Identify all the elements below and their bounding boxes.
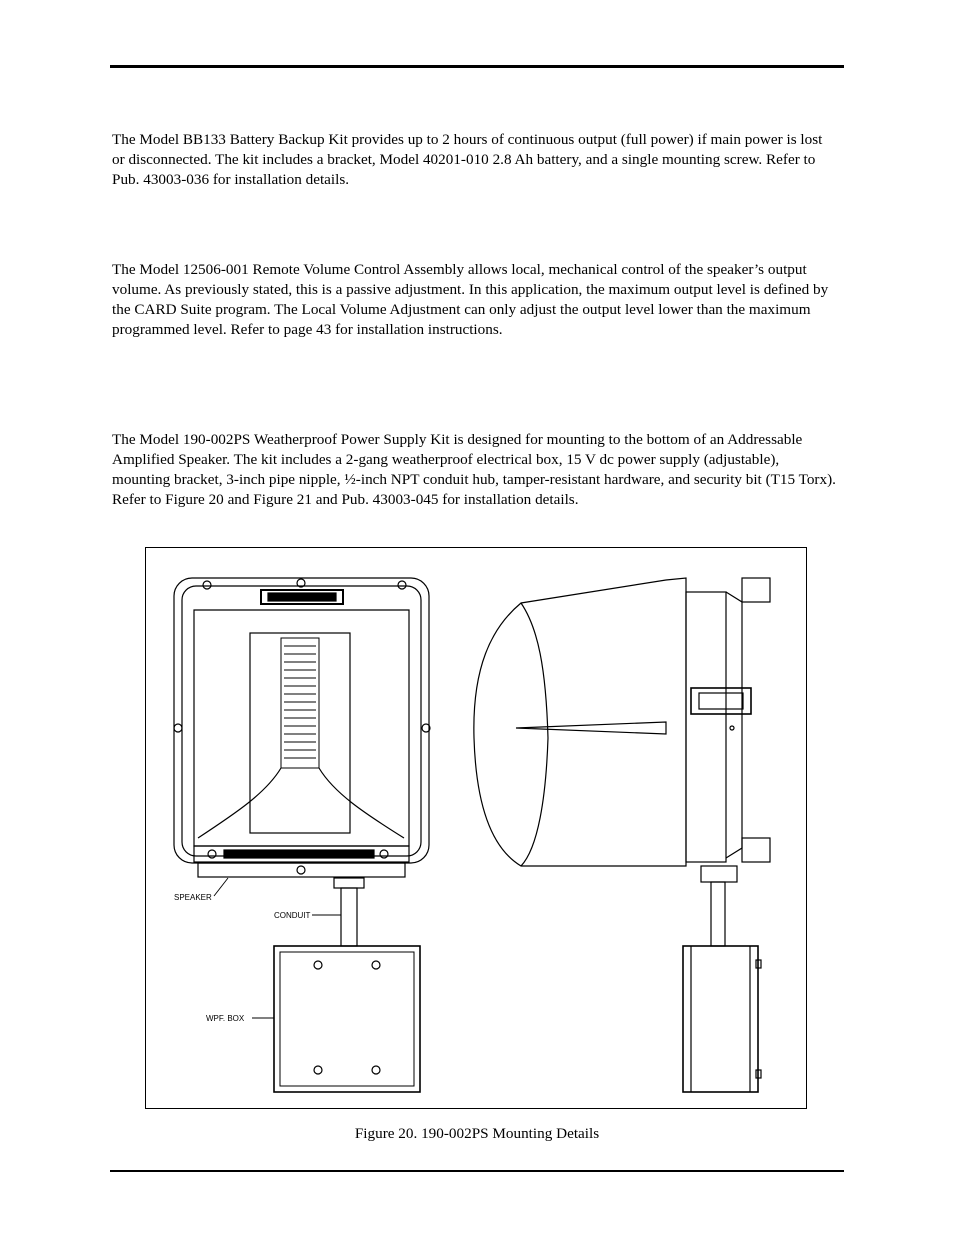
speaker-side-view	[474, 578, 770, 882]
figure-frame	[145, 547, 807, 1109]
figure-caption: Figure 20. 190-002PS Mounting Details	[354, 1125, 600, 1142]
wpf-box-side	[683, 946, 761, 1092]
paragraph-volume-control: The Model 12506-001 Remote Volume Control Assembly allows local, mechanical control of the speaker’s output volume. As previously stated, this is a passive adjustment. In this application, the maximum output level is defined by the CARD Suite program. The Local Volume Adjustment can only adjust the output level lower than the maximum programmed level. Refer to page 43 for installation instructions.	[112, 261, 829, 338]
wpf-box-front	[274, 946, 420, 1092]
label-wpf-box: WPF. BOX	[206, 1014, 245, 1023]
paragraph-battery-backup: The Model BB133 Battery Backup Kit provides up to 2 hours of continuous output (full power) if main power is lost or disconnected. The kit includes a bracket, Model 40201-010 2.8 Ah battery, and a single mounting screw. Refer to Pub. 43003-036 for installation details.	[112, 131, 823, 188]
leader-lines	[214, 878, 341, 1018]
label-speaker: SPEAKER	[174, 893, 212, 902]
mounting-drawing	[146, 548, 808, 1110]
conduit-front	[334, 878, 364, 946]
speaker-front-view	[174, 578, 430, 877]
header-rule	[110, 65, 844, 68]
paragraph-power-supply: The Model 190-002PS Weatherproof Power Supply Kit is designed for mounting to the bottom of an Addressable Amplified Speaker. The kit includes a 2-gang weatherproof electrical box, 15 V dc power supply (adjustable), mounting bracket, 3-inch pipe nipple, ½-inch NPT conduit hub, tamper-resistant hardware, and security bit (T15 Torx). Refer to Figure 20 and Figure 21 and Pub. 43003-045 for installation details.	[112, 431, 836, 508]
label-conduit: CONDUIT	[274, 911, 311, 920]
footer-rule	[110, 1170, 844, 1172]
conduit-side	[711, 882, 725, 946]
